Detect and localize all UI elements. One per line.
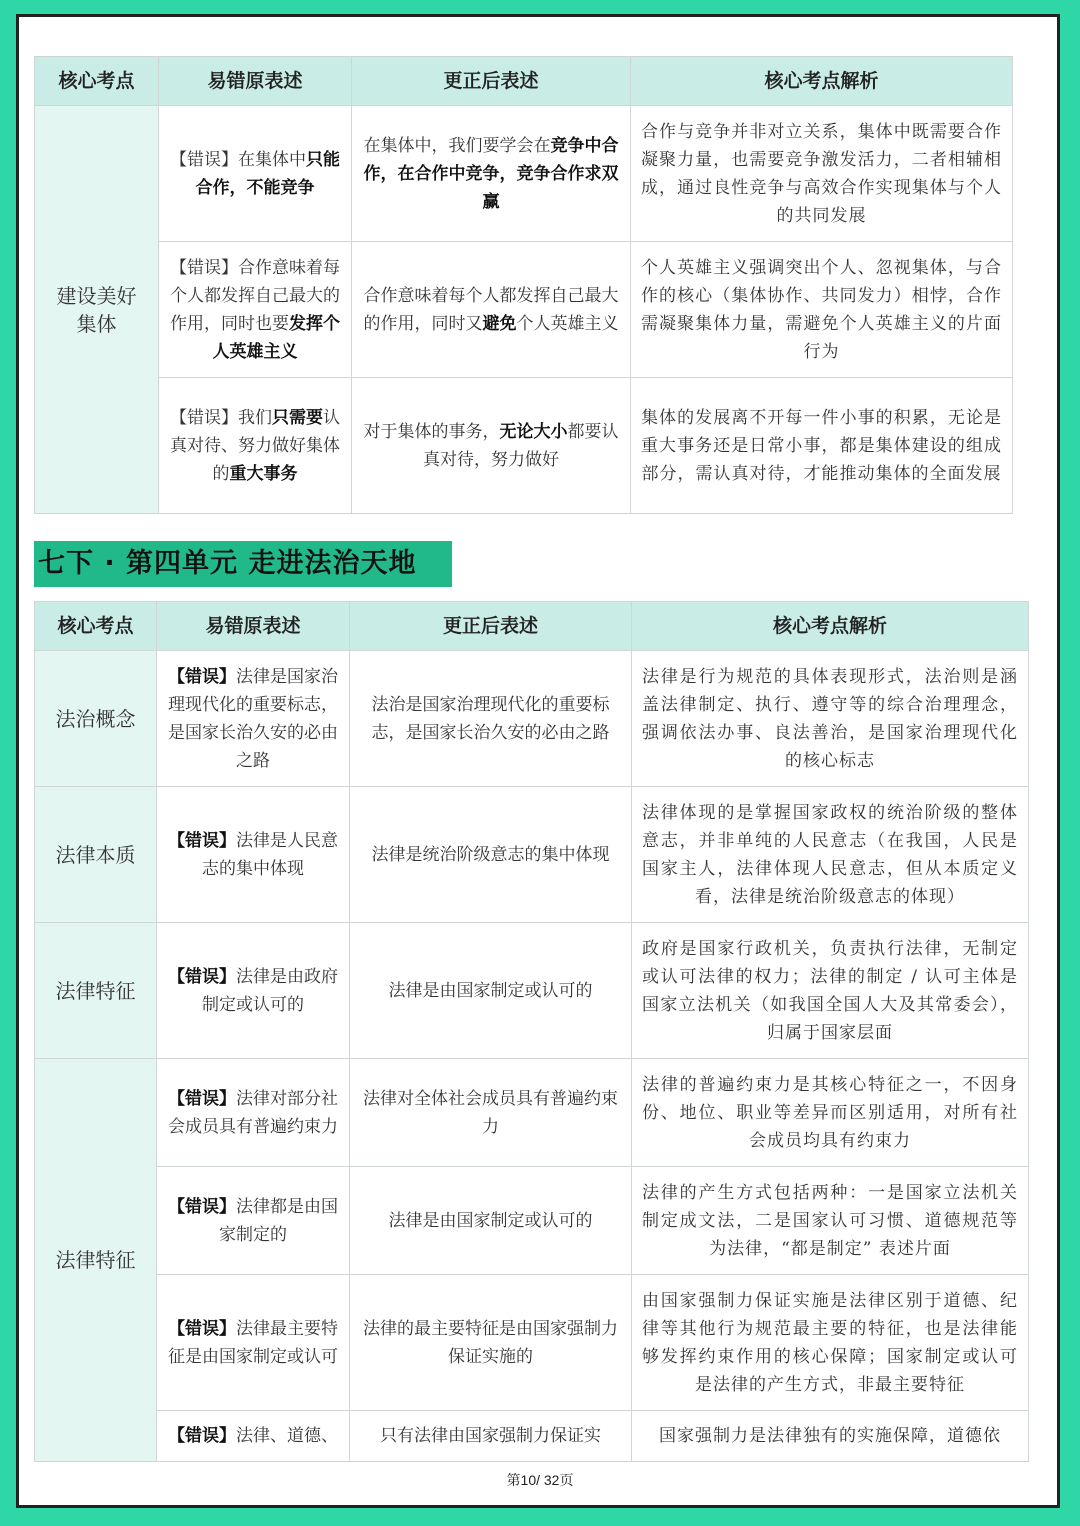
header-analysis: 核心考点解析 [632, 602, 1029, 651]
category-cell: 法律特征 [35, 1059, 157, 1462]
wrong-statement: 【错误】在集体中只能合作，不能竞争 [159, 106, 352, 242]
header-corrected-statement: 更正后表述 [352, 57, 631, 106]
corrected-statement: 对于集体的事务，无论大小都要认真对待，努力做好 [352, 378, 631, 514]
corrected-statement: 合作意味着每个人都发挥自己最大的作用，同时又避免个人英雄主义 [352, 242, 631, 378]
analysis-text: 由国家强制力保证实施是法律区别于道德、纪律等其他行为规范最主要的特征，也是法律能够发挥约束作用的核心保障；国家制定或认可是法律的产生方式，非最主要特征 [632, 1275, 1029, 1411]
wrong-statement: 【错误】法律是人民意志的集中体现 [157, 787, 350, 923]
corrected-statement: 法律是统治阶级意志的集中体现 [350, 787, 632, 923]
analysis-text: 国家强制力是法律独有的实施保障，道德依 [632, 1411, 1029, 1462]
corrected-statement: 法治是国家治理现代化的重要标志，是国家长治久安的必由之路 [350, 651, 632, 787]
corrected-statement: 法律是由国家制定或认可的 [350, 1167, 632, 1275]
corrected-statement: 法律对全体社会成员具有普遍约束力 [350, 1059, 632, 1167]
wrong-statement: 【错误】法律最主要特征是由国家制定或认可 [157, 1275, 350, 1411]
wrong-statement: 【错误】法律是由政府制定或认可的 [157, 923, 350, 1059]
analysis-text: 合作与竞争并非对立关系，集体中既需要合作凝聚力量，也需要竞争激发活力，二者相辅相成，通过良性竞争与高效合作实现集体与个人的共同发展 [631, 106, 1013, 242]
wrong-statement: 【错误】法律都是由国家制定的 [157, 1167, 350, 1275]
corrected-statement: 法律是由国家制定或认可的 [350, 923, 632, 1059]
wrong-statement: 【错误】法律是国家治理现代化的重要标志，是国家长治久安的必由之路 [157, 651, 350, 787]
table-row [35, 106, 1013, 242]
table-header-row [35, 602, 1029, 651]
table-row [35, 1411, 1029, 1462]
category-cell: 建设美好集体 [35, 106, 159, 514]
header-analysis: 核心考点解析 [631, 57, 1013, 106]
analysis-text: 法律的普遍约束力是其核心特征之一，不因身份、地位、职业等差异而区别适用，对所有社会成员均具有约束力 [632, 1059, 1029, 1167]
table-row [35, 1059, 1029, 1167]
category-cell: 法律本质 [35, 787, 157, 923]
analysis-text: 法律的产生方式包括两种：一是国家立法机关制定成文法，二是国家认可习惯、道德规范等为法律，“都是制定” 表述片面 [632, 1167, 1029, 1275]
table-row [35, 923, 1029, 1059]
analysis-text: 法律是行为规范的具体表现形式，法治则是涵盖法律制定、执行、遵守等的综合治理理念，强调依法办事、良法善治，是国家治理现代化的核心标志 [632, 651, 1029, 787]
analysis-text: 个人英雄主义强调突出个人、忽视集体，与合作的核心（集体协作、共同发力）相悖，合作需凝聚集体力量，需避免个人英雄主义的片面行为 [631, 242, 1013, 378]
table-row [35, 787, 1029, 923]
header-wrong-statement: 易错原表述 [157, 602, 350, 651]
header-core-point: 核心考点 [35, 57, 159, 106]
category-cell: 法治概念 [35, 651, 157, 787]
wrong-statement: 【错误】法律对部分社会成员具有普遍约束力 [157, 1059, 350, 1167]
corrected-statement: 在集体中，我们要学会在竞争中合作，在合作中竞争，竞争合作求双赢 [352, 106, 631, 242]
unit-banner: 七下 · 第四单元 走进法治天地 [34, 541, 452, 587]
table-header-row [35, 57, 1013, 106]
page-number: 第10/ 32页 [506, 1472, 574, 1488]
table-row [35, 242, 1013, 378]
analysis-text: 集体的发展离不开每一件小事的积累，无论是重大事务还是日常小事，都是集体建设的组成部分，需认真对待，才能推动集体的全面发展 [631, 378, 1013, 514]
header-core-point: 核心考点 [35, 602, 157, 651]
table-collective [34, 56, 1013, 514]
header-corrected-statement: 更正后表述 [350, 602, 632, 651]
table-rule-of-law [34, 601, 1029, 1462]
wrong-statement: 【错误】我们只需要认真对待、努力做好集体的重大事务 [159, 378, 352, 514]
corrected-statement: 法律的最主要特征是由国家强制力保证实施的 [350, 1275, 632, 1411]
table-row [35, 651, 1029, 787]
analysis-text: 政府是国家行政机关，负责执行法律，无制定或认可法律的权力；法律的制定 / 认可主体是国家立法机关（如我国全国人大及其常委会），归属于国家层面 [632, 923, 1029, 1059]
header-wrong-statement: 易错原表述 [159, 57, 352, 106]
table-row [35, 1167, 1029, 1275]
corrected-statement: 只有法律由国家强制力保证实 [350, 1411, 632, 1462]
analysis-text: 法律体现的是掌握国家政权的统治阶级的整体意志，并非单纯的人民意志（在我国，人民是国家主人，法律体现人民意志，但从本质定义看，法律是统治阶级意志的体现） [632, 787, 1029, 923]
wrong-statement: 【错误】法律、道德、 [157, 1411, 350, 1462]
wrong-statement: 【错误】合作意味着每个人都发挥自己最大的作用，同时也要发挥个人英雄主义 [159, 242, 352, 378]
table-row [35, 1275, 1029, 1411]
category-cell: 法律特征 [35, 923, 157, 1059]
table-row [35, 378, 1013, 514]
